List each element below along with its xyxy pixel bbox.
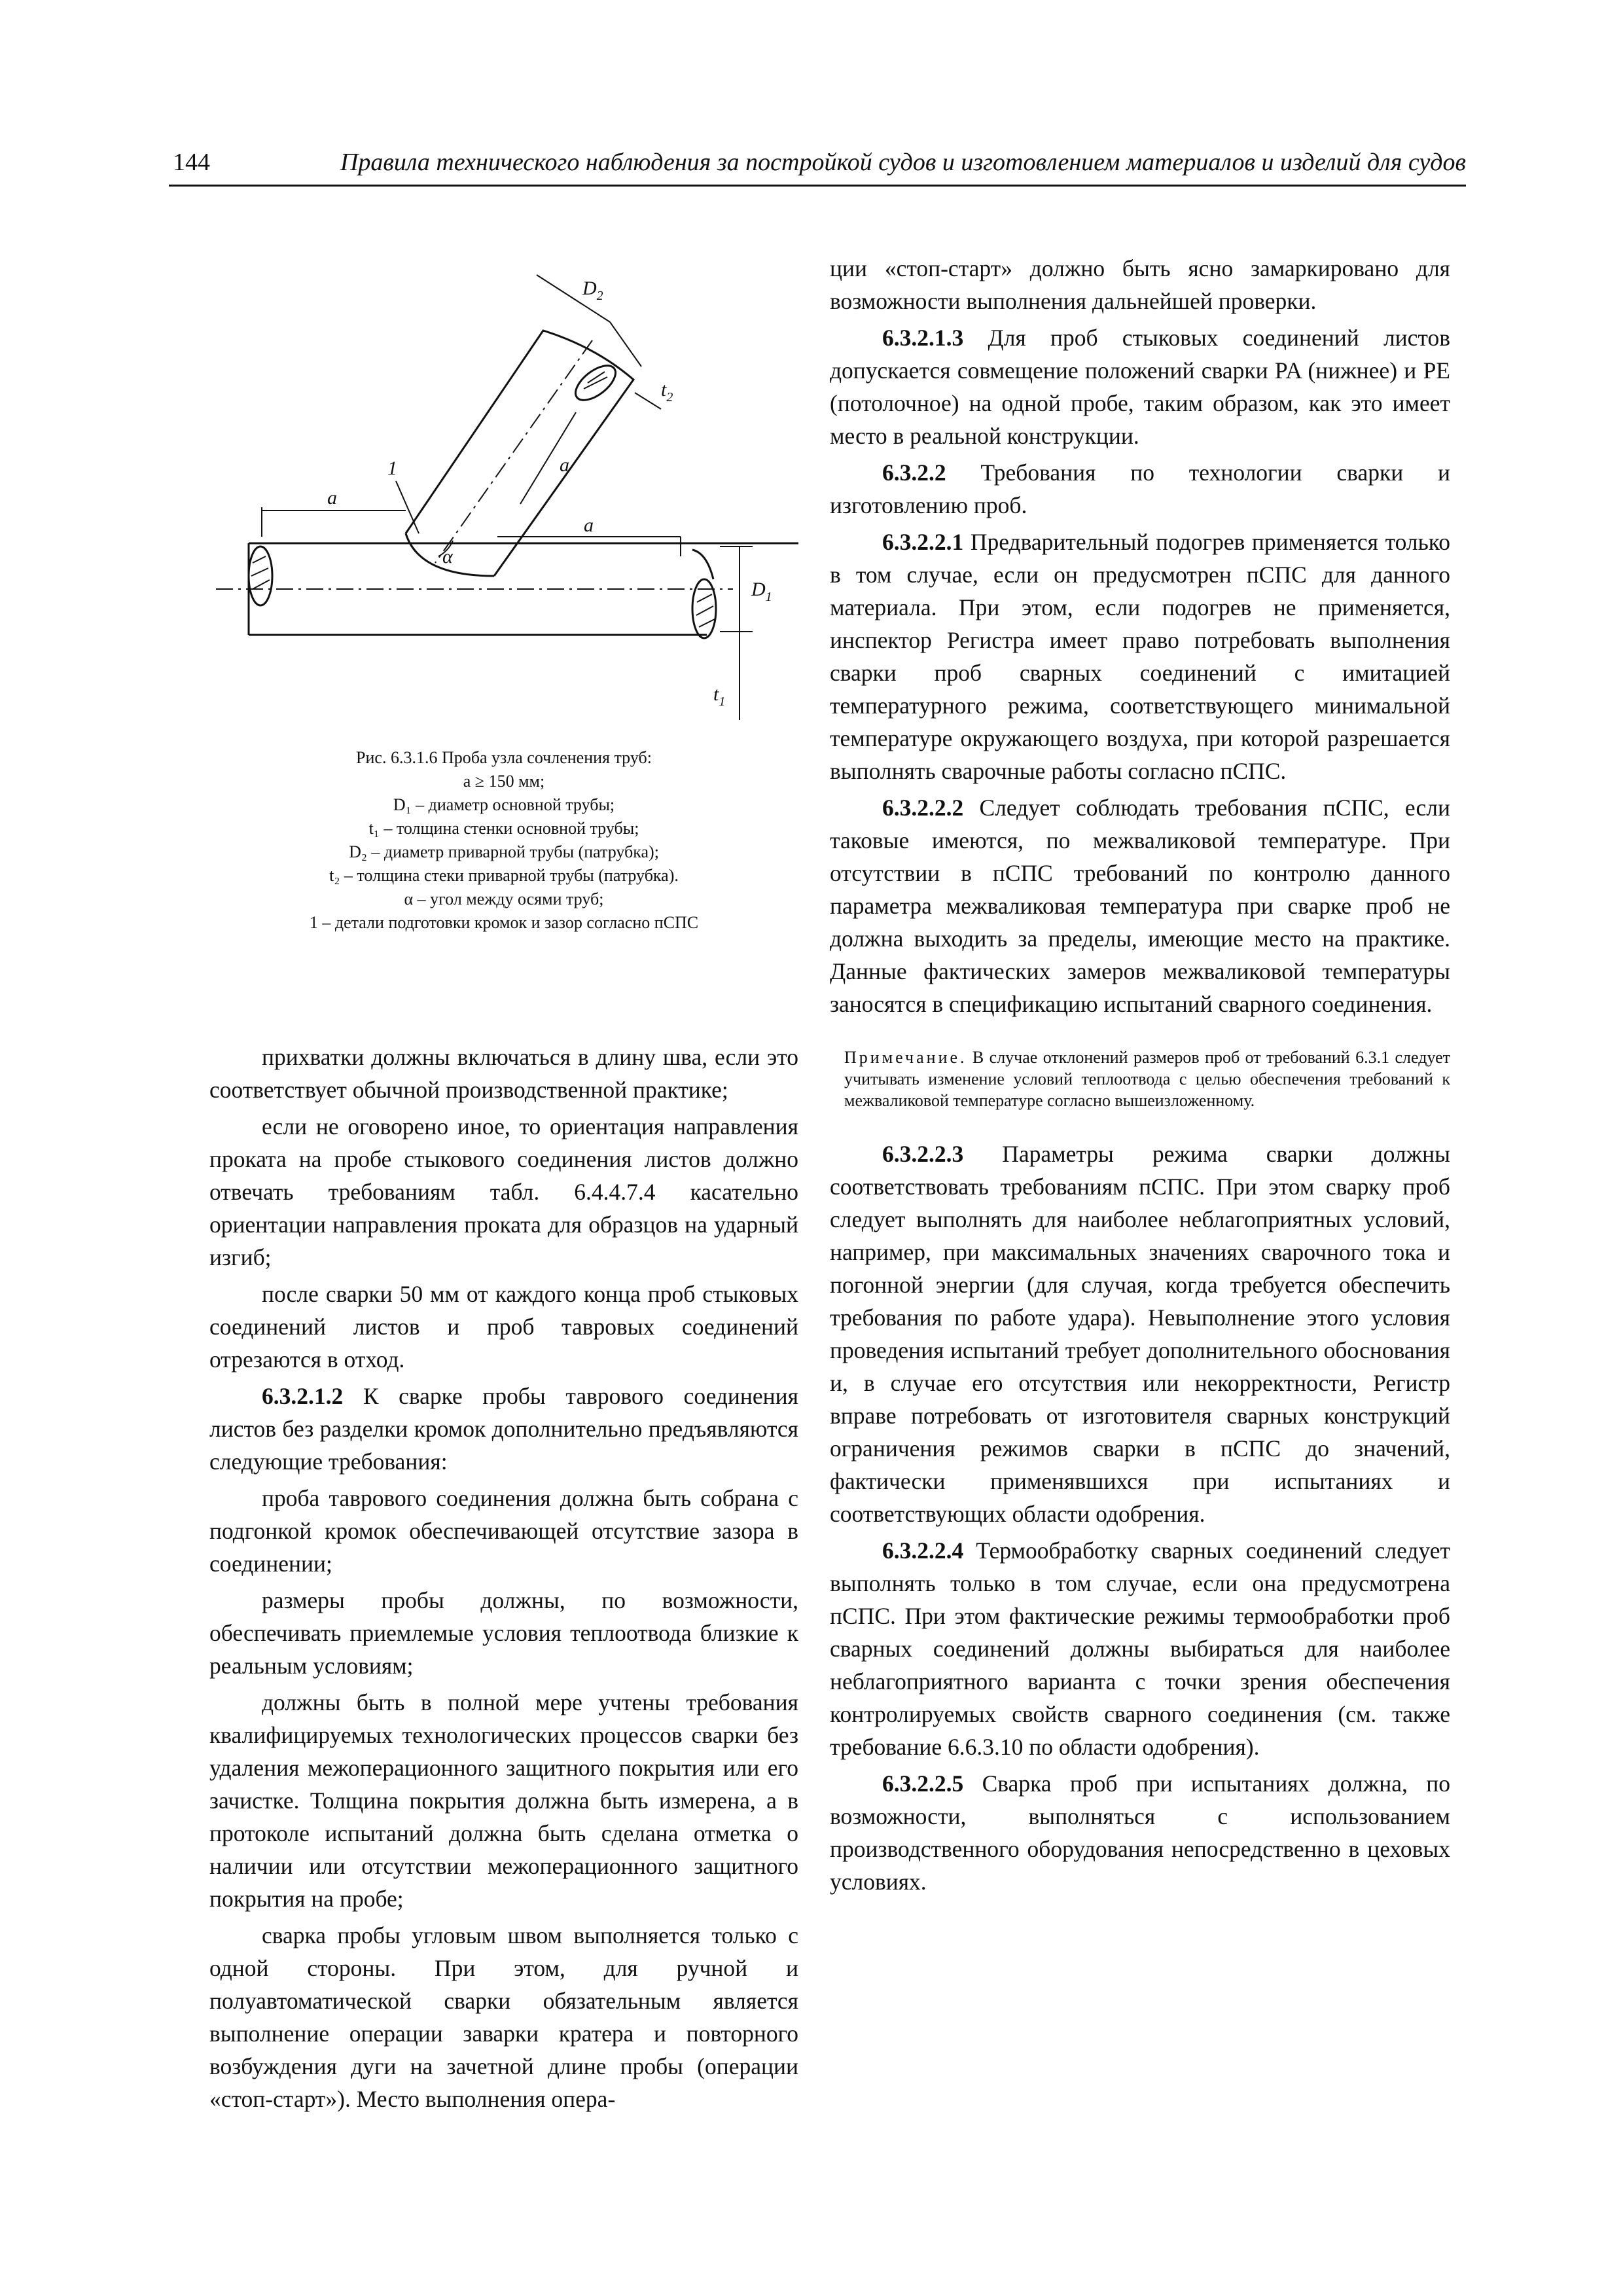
paragraph [830, 321, 1450, 452]
caption-line: α – угол между осями труб; [404, 889, 604, 908]
paragraph [209, 1584, 798, 1682]
paragraph-text: Параметры режима сварки должны соответствовать требованиям пСПС. При этом сварку проб следует выполнять для наиболее неблагоприятных условий, например, при максимальных значениях сварочного тока и погонной энергии (для случая, когда требуется обеспечить требования по работе удара). Невыполнение этого условия проведения испытаний требует дополнительного обоснования и, в случае его отсутствия или некорректности, Регистр вправе потребовать от изготовителя сварных конструкций ограничения режимов сварки в пСПС до значений, фактически применявшихся при испытаниях и соответствующих области одобрения. [830, 1141, 1450, 1527]
clause-number: 6.3.2.1.3 [882, 325, 964, 351]
paragraph-text: Требования по технологии сварки и изготовлению проб. [830, 459, 1450, 518]
figure-caption [223, 746, 785, 935]
label-a-diagonal: a [560, 454, 569, 476]
paragraph-text: Следует соблюдать требования пСПС, если таковые имеются, по межваликовой температуре. При отсутствии в пСПС требований по контролю данного параметра межваликовая температура при сварке проб не должна выходить за пределы, имеющие место на практике. Данные фактических замеров межваликовой температуры заносятся в спецификацию испытаний сварного соединения. [830, 795, 1450, 1017]
paragraph-text: размеры пробы должны, по возможности, обеспечивать приемлемые условия теплоотвода близкие к реальным условиям; [209, 1587, 798, 1679]
caption-line: t₁ – толщина стенки основной трубы; [368, 819, 639, 838]
paragraph-text: К сварке пробы таврового соединения листов без разделки кромок дополнительно предъявляются следующие требования: [209, 1383, 798, 1475]
page-header [169, 145, 1466, 187]
paragraph [830, 456, 1450, 522]
paragraph [209, 1278, 798, 1376]
note-text: В случае отклонений размеров проб от требований 6.3.1 следует учитывать изменение условий теплоотвода с целью обеспечения требований к межваликовой температуре согласно вышеизложенному. [844, 1048, 1450, 1110]
paragraph-text: должны быть в полной мере учтены требования квалифицируемых технологических процессов сварки без удаления межоперационного защитного покрытия или его зачистке. Толщина покрытия должна быть измерена, а в протоколе испытаний должна быть сделана отметка о наличии или отсутствии межоперационного защитного покрытия на пробе; [209, 1689, 798, 1912]
note [830, 1047, 1450, 1111]
label-t2: $t_2$ [661, 379, 673, 404]
paragraph [830, 1534, 1450, 1763]
right-column-bottom [830, 1138, 1450, 1898]
clause-number: 6.3.2.2.2 [882, 795, 964, 821]
label-detail-1: 1 [387, 457, 397, 479]
clause-number: 6.3.2.2 [882, 459, 946, 486]
paragraph-text: сварка пробы угловым швом выполняется только с одной стороны. При этом, для ручной и полуавтоматической сварки обязательным является выполнение операции заварки кратера и повторного возбуждения дуги на зачетной длине пробы (операции «стоп-старт»). Место выполнения опера- [209, 1922, 798, 2112]
paragraph [830, 1138, 1450, 1530]
label-d2: $D_2$ [582, 278, 603, 303]
clause-number: 6.3.2.2.1 [882, 529, 964, 555]
caption-line: D₂ – диаметр приварной трубы (патрубка); [349, 842, 659, 861]
caption-line: Рис. 6.3.1.6 Проба узла сочленения труб: [356, 748, 652, 767]
caption-line: a ≥ 150 мм; [463, 772, 545, 791]
pipe-joint-drawing [209, 249, 798, 746]
right-column-top [830, 252, 1450, 1020]
paragraph-text: если не оговорено иное, то ориентация направления проката на пробе стыкового соединения листов должно отвечать требованиям табл. 6.4.4.7.4 касательно ориентации направления проката для образцов на ударный изгиб; [209, 1113, 798, 1270]
paragraph-text: Предварительный подогрев применяется только в том случае, если он предусмотрен пСПС для данного материала. При этом, если подогрев не применяется, инспектор Регистра имеет право потребовать выполнения сварки проб сварных соединений с имитацией температурного режима, соответствующего минимальной температуре окружающего воздуха, при которой разрешается выполнять сварочные работы согласно пСПС. [830, 529, 1450, 784]
figure-pipe-joint [209, 249, 798, 982]
caption-line: D₁ – диаметр основной трубы; [393, 795, 615, 814]
paragraph-text: Термообработку сварных соединений следует выполнять только в том случае, если она предусмотрена пСПС. При этом фактические режимы термообработки проб сварных соединений должны выбираться для наиболее неблагоприятного варианта с точки зрения обеспечения контролируемых свойств сварного соединения (см. также требование 6.6.3.10 по области одобрения). [830, 1537, 1450, 1760]
paragraph-text: ции «стоп-старт» должно быть ясно замаркировано для возможности выполнения дальнейшей проверки. [830, 255, 1450, 314]
paragraph [830, 526, 1450, 787]
left-column [209, 1041, 798, 2119]
paragraph [209, 1380, 798, 1478]
right-column [830, 252, 1450, 1902]
paragraph-text: после сварки 50 мм от каждого конца проб стыковых соединений листов и проб тавровых соединений отрезаются в отход. [209, 1281, 798, 1372]
running-title: Правила технического наблюдения за постройкой судов и изготовлением материалов и изделий для судов [340, 149, 1466, 176]
note-label: Примечание. [844, 1048, 967, 1067]
paragraph [830, 252, 1450, 317]
caption-line: 1 – детали подготовки кромок и зазор согласно пСПС [309, 913, 699, 932]
label-d1: $D_1$ [751, 579, 772, 604]
paragraph [209, 1110, 798, 1274]
caption-line: t₂ – толщина стеки приварной трубы (патрубка). [329, 866, 679, 885]
paragraph [209, 1482, 798, 1580]
clause-number: 6.3.2.1.2 [262, 1383, 344, 1409]
label-a-left: a [327, 487, 337, 509]
paragraph [209, 1686, 798, 1915]
label-a-right: a [584, 514, 594, 536]
label-alpha: α [442, 546, 453, 567]
clause-number: 6.3.2.2.5 [882, 1770, 964, 1797]
paragraph-text: проба таврового соединения должна быть собрана с подгонкой кромок обеспечивающей отсутствие зазора в соединении; [209, 1485, 798, 1577]
paragraph [209, 1919, 798, 2115]
clause-number: 6.3.2.2.3 [882, 1141, 964, 1167]
paragraph [830, 1767, 1450, 1898]
clause-number: 6.3.2.2.4 [882, 1537, 964, 1564]
label-t1: $t_1$ [713, 683, 726, 709]
page-number: 144 [173, 149, 210, 176]
paragraph-text: Для проб стыковых соединений листов допускается совмещение положений сварки PA (нижнее) и PE (потолочное) на одной пробе, таким образом, как это имеет место в реальной конструкции. [830, 325, 1450, 449]
paragraph [209, 1041, 798, 1106]
paragraph-text: прихватки должны включаться в длину шва, если это соответствует обычной производственной практике; [209, 1044, 798, 1103]
paragraph-text: Сварка проб при испытаниях должна, по возможности, выполняться с использованием производственного оборудования непосредственно в цеховых условиях. [830, 1770, 1450, 1895]
paragraph [830, 791, 1450, 1020]
